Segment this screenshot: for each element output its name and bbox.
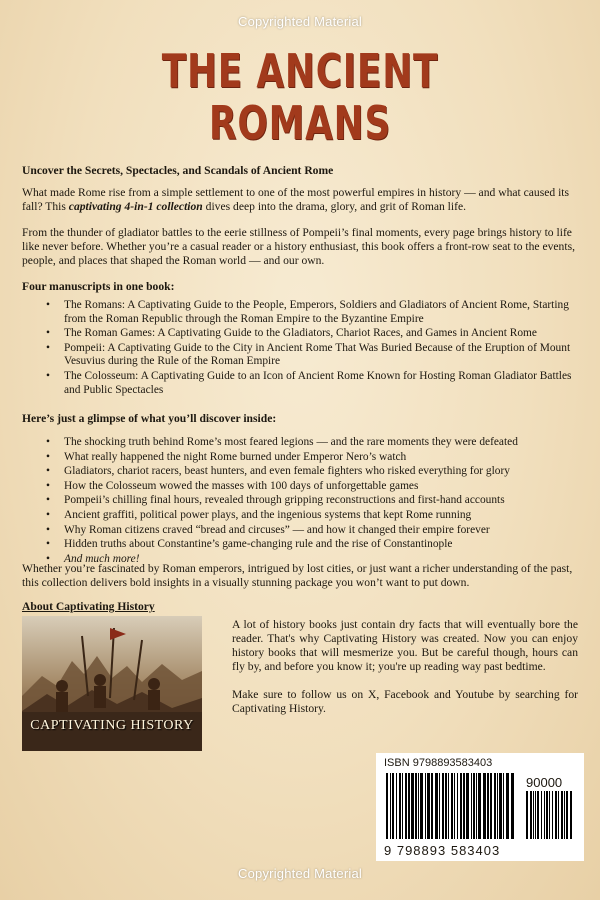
tagline: Uncover the Secrets, Spectacles, and Scandals of Ancient Rome bbox=[22, 164, 334, 177]
intro-paragraph-2: From the thunder of gladiator battles to the eerie stillness of Pompeii’s final moments, every page brings history to life like never before. Whether you’re a casual reader or a history enthusiast, this book offers a front-row seat to the events, people, and places that shaped the Roman world — and our own. bbox=[22, 226, 575, 267]
manuscripts-heading: Four manuscripts in one book: bbox=[22, 280, 175, 293]
isbn-label: ISBN 9798893583403 bbox=[384, 757, 493, 769]
about-paragraph-2: Make sure to follow us on X, Facebook and Youtube by searching for Captivating History. bbox=[232, 688, 578, 715]
list-item: • Pompeii’s chilling final hours, revealed through gripping reconstructions and first-hand accounts bbox=[38, 494, 578, 508]
watermark-top: Copyrighted Material bbox=[238, 14, 362, 29]
logo-text: CAPTIVATING HISTORY bbox=[30, 718, 194, 733]
about-heading: About Captivating History bbox=[22, 600, 155, 613]
watermark-bottom: Copyrighted Material bbox=[238, 866, 362, 881]
price-code: 90000 bbox=[526, 775, 563, 790]
list-item: • The Colosseum: A Captivating Guide to an Icon of Ancient Rome Known for Hosting Roman Gladiator Battles and Public Spectacles bbox=[38, 370, 578, 397]
about-text bbox=[232, 618, 578, 730]
list-item: • Why Roman citizens craved “bread and circuses” — and how it changed their empire forever bbox=[38, 524, 578, 538]
and-much-more: And much more! bbox=[64, 552, 140, 565]
title-line-2: ROMANS bbox=[208, 96, 392, 150]
list-item: • Gladiators, chariot racers, beast hunters, and even female fighters who risked everything for glory bbox=[38, 465, 578, 479]
intro-1-part2: dives deep into the drama, glory, and grit of Roman life. bbox=[202, 200, 467, 213]
about-paragraph-1: A lot of history books just contain dry facts that will eventually bore the reader. That's why Captivating History was created. Now you can enjoy history books that will mesmerize you. But be careful though, hours can fly by, and before you know it; you're up reading way past bedtime. bbox=[232, 618, 578, 673]
list-item: • Ancient graffiti, political power plays, and the ingenious systems that kept Rome running bbox=[38, 509, 578, 523]
barcode-bars bbox=[384, 773, 576, 843]
barcode bbox=[376, 753, 584, 861]
intro-1-emphasis: captivating 4-in-1 collection bbox=[68, 200, 203, 213]
title-line-1: THE ANCIENT bbox=[161, 44, 439, 98]
intro-1-part1: What made Rome rise from a simple settlement to one of the most powerful empires in history — and what caused its fall? This bbox=[22, 186, 570, 213]
list-item: • What really happened the night Rome burned under Emperor Nero’s watch bbox=[38, 451, 578, 465]
intro-paragraph-1 bbox=[22, 186, 578, 214]
glimpse-heading: Here’s just a glimpse of what you’ll discover inside: bbox=[22, 412, 277, 425]
closing-paragraph: Whether you’re fascinated by Roman emperors, intrigued by lost cities, or just want a richer understanding of the past, this collection delivers bold insights in a visually stunning package you won’t want to put down. bbox=[22, 562, 573, 589]
list-item: • The Roman Games: A Captivating Guide to the Gladiators, Chariot Races, and Games in Ancient Rome bbox=[38, 327, 578, 341]
list-item: • The shocking truth behind Rome’s most feared legions — and the rare moments they were defeated bbox=[38, 436, 578, 450]
captivating-history-logo bbox=[22, 616, 202, 751]
manuscripts-list bbox=[38, 299, 578, 398]
list-item: • Pompeii: A Captivating Guide to the City in Ancient Rome That Was Buried Because of the Eruption of Mount Vesuvius during the Rule of the Roman Empire bbox=[38, 342, 578, 369]
list-item: • Hidden truths about Constantine’s game-changing rule and the rise of Constantinople bbox=[38, 538, 578, 552]
barcode-digits: 9 798893 583403 bbox=[384, 843, 501, 858]
glimpse-list bbox=[38, 436, 578, 567]
list-item: • The Romans: A Captivating Guide to the People, Emperors, Soldiers and Gladiators of Ancient Rome, Starting from the Roman Republic through the Roman Empire to the Byzantine Empire bbox=[38, 299, 578, 326]
list-item: • How the Colosseum wowed the masses with 100 days of unforgettable games bbox=[38, 480, 578, 494]
